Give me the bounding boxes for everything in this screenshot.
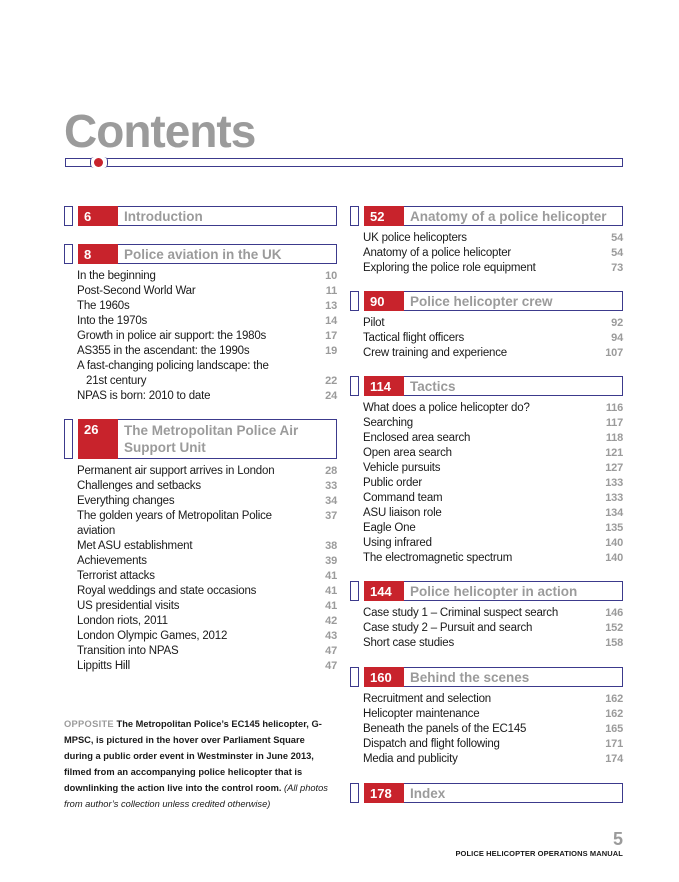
chapter-number: 144: [364, 581, 404, 601]
entry-label-text: Transition into NPAS: [77, 645, 179, 657]
entry-label-text: Recruitment and selection: [363, 693, 491, 705]
entry-label: [77, 599, 317, 614]
entry-label-text: ASU liaison role: [363, 507, 442, 519]
chapter-title: Police helicopter in action: [404, 581, 623, 601]
entry-page-number: 158: [605, 637, 623, 649]
entry-label: [363, 246, 603, 261]
entry-page-number: 14: [325, 315, 337, 327]
contents-entry[interactable]: [363, 331, 623, 346]
entry-page-number: 34: [325, 495, 337, 507]
section-tab: [350, 291, 359, 311]
caption-lead: OPPOSITE: [64, 719, 114, 729]
chapter-title: Behind the scenes: [404, 667, 623, 687]
entry-page-number: 47: [325, 645, 337, 657]
contents-entry[interactable]: [363, 476, 623, 491]
chapter-number: 52: [364, 206, 404, 226]
contents-entry[interactable]: [363, 431, 623, 446]
contents-entry[interactable]: [363, 316, 623, 331]
entry-list: [64, 269, 337, 404]
entry-label-text: Short case studies: [363, 637, 455, 649]
entry-label: [77, 284, 317, 299]
entry-label-text: Growth in police air support: the 1980s: [77, 330, 267, 342]
contents-entry[interactable]: [77, 389, 337, 404]
contents-section: [350, 783, 623, 803]
entry-label-text: Post-Second World War: [77, 285, 196, 297]
entry-label: [363, 231, 603, 246]
entry-label-text: What does a police helicopter do?: [363, 402, 530, 414]
contents-section: [350, 667, 623, 767]
entry-label-text: The 1960s: [77, 300, 130, 312]
entry-label-text: London Olympic Games, 2012: [77, 630, 228, 642]
section-tab: [64, 419, 73, 459]
chapter-number: 160: [364, 667, 404, 687]
contents-entry[interactable]: [363, 401, 623, 416]
chapter-title: The Metropolitan Police Air Support Unit: [118, 419, 337, 459]
entry-label-text: Exploring the police role equipment: [363, 262, 536, 274]
chapter-title: Anatomy of a police helicopter: [404, 206, 623, 226]
entry-label-text: Open area search: [363, 447, 452, 459]
entry-label: [77, 659, 317, 674]
entry-list: [350, 231, 623, 276]
entry-page-number: 41: [325, 570, 337, 582]
contents-entry[interactable]: [77, 659, 337, 674]
entry-page-number: 121: [605, 447, 623, 459]
contents-entry[interactable]: [363, 636, 623, 651]
entry-page-number: 107: [605, 347, 623, 359]
entry-page-number: 162: [605, 693, 623, 705]
entry-label: [363, 431, 603, 446]
entry-label: [77, 554, 317, 569]
entry-label-text: Permanent air support arrives in London: [77, 465, 275, 477]
contents-entry[interactable]: [363, 506, 623, 521]
entry-label: [363, 606, 603, 621]
entry-label-text: Command team: [363, 492, 443, 504]
entry-label-text: UK police helicopters: [363, 232, 467, 244]
entry-label-text: NPAS is born: 2010 to date: [77, 390, 211, 402]
chapter-title: Police aviation in the UK: [118, 244, 337, 264]
entry-label-text: Met ASU establishment: [77, 540, 193, 552]
contents-entry[interactable]: [77, 314, 337, 329]
caption-text: The Metropolitan Police’s EC145 helicopter, G-MPSC, is pictured in the hover over Parliament Square during a public order event in Westminster in June 2013, filmed from an accompanying police helicopter that is downlinking the action live into the control room.: [64, 719, 322, 793]
entry-page-number: 42: [325, 615, 337, 627]
contents-entry[interactable]: [363, 707, 623, 722]
entry-page-number: 33: [325, 480, 337, 492]
entry-label: [363, 752, 603, 767]
contents-entry[interactable]: [77, 329, 337, 344]
entry-page-number: 116: [605, 402, 623, 414]
entry-label: [77, 539, 317, 554]
entry-label-text: The golden years of Metropolitan Police aviation: [77, 510, 272, 537]
entry-label: [77, 509, 317, 539]
entry-label: [363, 491, 603, 506]
contents-section: [350, 206, 623, 276]
entry-page-number: 54: [611, 247, 623, 259]
contents-entry[interactable]: [77, 539, 337, 554]
running-footer: POLICE HELICOPTER OPERATIONS MANUAL: [455, 849, 623, 858]
contents-entry[interactable]: [363, 446, 623, 461]
entry-label-text: Everything changes: [77, 495, 175, 507]
entry-label: [363, 346, 603, 361]
entry-page-number: 135: [605, 522, 623, 534]
entry-label: [77, 494, 317, 509]
page-title: Contents: [64, 105, 256, 157]
entry-label: [77, 344, 317, 359]
contents-entry[interactable]: [363, 346, 623, 361]
contents-entry[interactable]: [77, 554, 337, 569]
contents-entry[interactable]: [77, 344, 337, 359]
section-heading[interactable]: [64, 419, 337, 459]
contents-entry[interactable]: [77, 599, 337, 614]
contents-entry[interactable]: [363, 551, 623, 566]
entry-label: [77, 359, 317, 389]
entry-label-text: Public order: [363, 477, 422, 489]
entry-page-number: 37: [325, 510, 337, 522]
contents-entry[interactable]: [77, 629, 337, 644]
entry-page-number: 152: [605, 622, 623, 634]
contents-section: [64, 206, 337, 226]
chapter-number: 178: [364, 783, 404, 803]
entry-page-number: 13: [325, 300, 337, 312]
entry-page-number: 17: [325, 330, 337, 342]
entry-list: [350, 401, 623, 566]
contents-section: [64, 244, 337, 404]
entry-page-number: 24: [325, 390, 337, 402]
entry-page-number: 134: [605, 507, 623, 519]
entry-page-number: 73: [611, 262, 623, 274]
contents-section: [350, 581, 623, 651]
entry-label: [363, 506, 603, 521]
entry-label-text: Dispatch and flight following: [363, 738, 500, 750]
entry-page-number: 165: [605, 723, 623, 735]
contents-entry[interactable]: [363, 737, 623, 752]
entry-label: [363, 331, 603, 346]
contents-entry[interactable]: [363, 521, 623, 536]
entry-label: [77, 569, 317, 584]
contents-entry[interactable]: [363, 722, 623, 737]
chapter-number: 26: [78, 419, 118, 459]
entry-label-text: Case study 2 – Pursuit and search: [363, 622, 533, 634]
entry-page-number: 41: [325, 600, 337, 612]
entry-label: [77, 479, 317, 494]
contents-entry[interactable]: [363, 536, 623, 551]
entry-label-text: Vehicle pursuits: [363, 462, 441, 474]
entry-label-text: Challenges and setbacks: [77, 480, 201, 492]
entry-label: [77, 584, 317, 599]
entry-page-number: 11: [325, 285, 337, 297]
section-heading[interactable]: [64, 244, 337, 264]
entry-label: [77, 629, 317, 644]
entry-label: [363, 636, 603, 651]
entry-page-number: 171: [605, 738, 623, 750]
section-heading[interactable]: [350, 291, 623, 311]
section-heading[interactable]: [350, 667, 623, 687]
contents-entry[interactable]: [77, 284, 337, 299]
entry-page-number: 127: [605, 462, 623, 474]
contents-entry[interactable]: [77, 614, 337, 629]
entry-page-number: 117: [605, 417, 623, 429]
contents-entry[interactable]: [77, 569, 337, 584]
entry-label: [363, 536, 603, 551]
section-tab: [350, 581, 359, 601]
caption-note: (All photos from author’s collection unless credited otherwise): [64, 783, 328, 809]
entry-label: [363, 722, 603, 737]
entry-label-text: In the beginning: [77, 270, 156, 282]
contents-entry[interactable]: [363, 246, 623, 261]
section-tab: [64, 206, 73, 226]
entry-list: [64, 464, 337, 674]
entry-label: [77, 644, 317, 659]
entry-label-text: Lippitts Hill: [77, 660, 131, 672]
entry-label-text: Helicopter maintenance: [363, 708, 480, 720]
section-heading[interactable]: [350, 581, 623, 601]
entry-label: [77, 269, 317, 284]
entry-label-text: Using infrared: [363, 537, 432, 549]
contents-entry[interactable]: [77, 509, 337, 539]
entry-label-text: Achievements: [77, 555, 147, 567]
entry-label: [363, 316, 603, 331]
entry-label: [77, 464, 317, 479]
entry-label: [363, 416, 603, 431]
entry-label: [363, 401, 603, 416]
entry-label: [363, 521, 603, 536]
section-tab: [350, 206, 359, 226]
entry-label-text: Anatomy of a police helicopter: [363, 247, 512, 259]
entry-label-text: Crew training and experience: [363, 347, 507, 359]
entry-page-number: 28: [325, 465, 337, 477]
section-tab: [350, 376, 359, 396]
entry-page-number: 140: [605, 537, 623, 549]
entry-page-number: 162: [605, 708, 623, 720]
entry-label: [363, 737, 603, 752]
section-tab: [350, 783, 359, 803]
entry-page-number: 41: [325, 585, 337, 597]
entry-label-text: AS355 in the ascendant: the 1990s: [77, 345, 250, 357]
rule-dot-icon: [94, 158, 103, 167]
entry-label-text: Searching: [363, 417, 413, 429]
contents-entry[interactable]: [363, 416, 623, 431]
entry-label-text: The electromagnetic spectrum: [363, 552, 513, 564]
contents-entry[interactable]: [363, 491, 623, 506]
entry-label: [363, 551, 603, 566]
entry-list: [350, 606, 623, 651]
entry-label-continued: 21st century: [86, 375, 147, 387]
contents-entry[interactable]: [77, 299, 337, 314]
entry-page-number: 54: [611, 232, 623, 244]
entry-label-text: Royal weddings and state occasions: [77, 585, 257, 597]
title-rule: [65, 158, 623, 167]
entry-label-text: Enclosed area search: [363, 432, 471, 444]
entry-label: [363, 707, 603, 722]
entry-label-text: Terrorist attacks: [77, 570, 155, 582]
entry-label: [77, 389, 317, 404]
entry-page-number: 146: [605, 607, 623, 619]
right-column: [350, 206, 623, 808]
contents-entry[interactable]: [77, 359, 337, 389]
contents-section: [350, 376, 623, 566]
entry-label: [363, 476, 603, 491]
contents-entry[interactable]: [363, 231, 623, 246]
section-tab: [64, 244, 73, 264]
section-heading[interactable]: [350, 376, 623, 396]
entry-label: [363, 461, 603, 476]
entry-page-number: 19: [325, 345, 337, 357]
contents-section: [64, 419, 337, 674]
entry-list: [350, 316, 623, 361]
contents-entry[interactable]: [77, 479, 337, 494]
section-tab: [350, 667, 359, 687]
entry-label-text: Into the 1970s: [77, 315, 148, 327]
entry-page-number: 140: [605, 552, 623, 564]
contents-entry[interactable]: [77, 584, 337, 599]
entry-label: [363, 446, 603, 461]
contents-entry[interactable]: [363, 261, 623, 276]
entry-label: [363, 692, 603, 707]
entry-page-number: 47: [325, 660, 337, 672]
entry-page-number: 92: [611, 317, 623, 329]
contents-entry[interactable]: [363, 621, 623, 636]
entry-label-text: Case study 1 – Criminal suspect search: [363, 607, 559, 619]
page-number: 5: [612, 829, 623, 849]
entry-page-number: 38: [325, 540, 337, 552]
entry-page-number: 39: [325, 555, 337, 567]
photo-caption: [64, 716, 332, 812]
entry-label-text: A fast-changing policing landscape: the: [77, 360, 269, 372]
contents-entry[interactable]: [363, 752, 623, 767]
entry-page-number: 174: [605, 753, 623, 765]
chapter-title: Index: [404, 783, 623, 803]
entry-page-number: 22: [325, 375, 337, 387]
contents-entry[interactable]: [77, 464, 337, 479]
entry-label-text: Eagle One: [363, 522, 416, 534]
entry-label-text: Beneath the panels of the EC145: [363, 723, 527, 735]
entry-label-text: London riots, 2011: [77, 615, 168, 627]
section-heading[interactable]: [64, 206, 337, 226]
entry-page-number: 43: [325, 630, 337, 642]
chapter-title: Introduction: [118, 206, 337, 226]
chapter-number: 114: [364, 376, 404, 396]
entry-label: [77, 314, 317, 329]
contents-section: [350, 291, 623, 361]
entry-page-number: 118: [605, 432, 623, 444]
entry-page-number: 133: [605, 492, 623, 504]
left-column: [64, 206, 337, 674]
contents-entry[interactable]: [77, 644, 337, 659]
entry-page-number: 94: [611, 332, 623, 344]
chapter-number: 6: [78, 206, 118, 226]
section-heading[interactable]: [350, 206, 623, 226]
entry-label-text: Pilot: [363, 317, 385, 329]
chapter-number: 8: [78, 244, 118, 264]
entry-list: [350, 692, 623, 767]
contents-entry[interactable]: [363, 606, 623, 621]
contents-entry[interactable]: [77, 494, 337, 509]
entry-label-text: US presidential visits: [77, 600, 180, 612]
entry-label: [77, 614, 317, 629]
entry-label-text: Media and publicity: [363, 753, 458, 765]
entry-label: [363, 621, 603, 636]
chapter-title: Tactics: [404, 376, 623, 396]
entry-label-text: Tactical flight officers: [363, 332, 465, 344]
entry-page-number: 10: [325, 270, 337, 282]
section-heading[interactable]: [350, 783, 623, 803]
entry-label: [363, 261, 603, 276]
entry-label: [77, 329, 317, 344]
entry-label: [77, 299, 317, 314]
contents-entry[interactable]: [363, 461, 623, 476]
entry-page-number: 133: [605, 477, 623, 489]
contents-entry[interactable]: [363, 692, 623, 707]
contents-entry[interactable]: [77, 269, 337, 284]
chapter-number: 90: [364, 291, 404, 311]
chapter-title: Police helicopter crew: [404, 291, 623, 311]
